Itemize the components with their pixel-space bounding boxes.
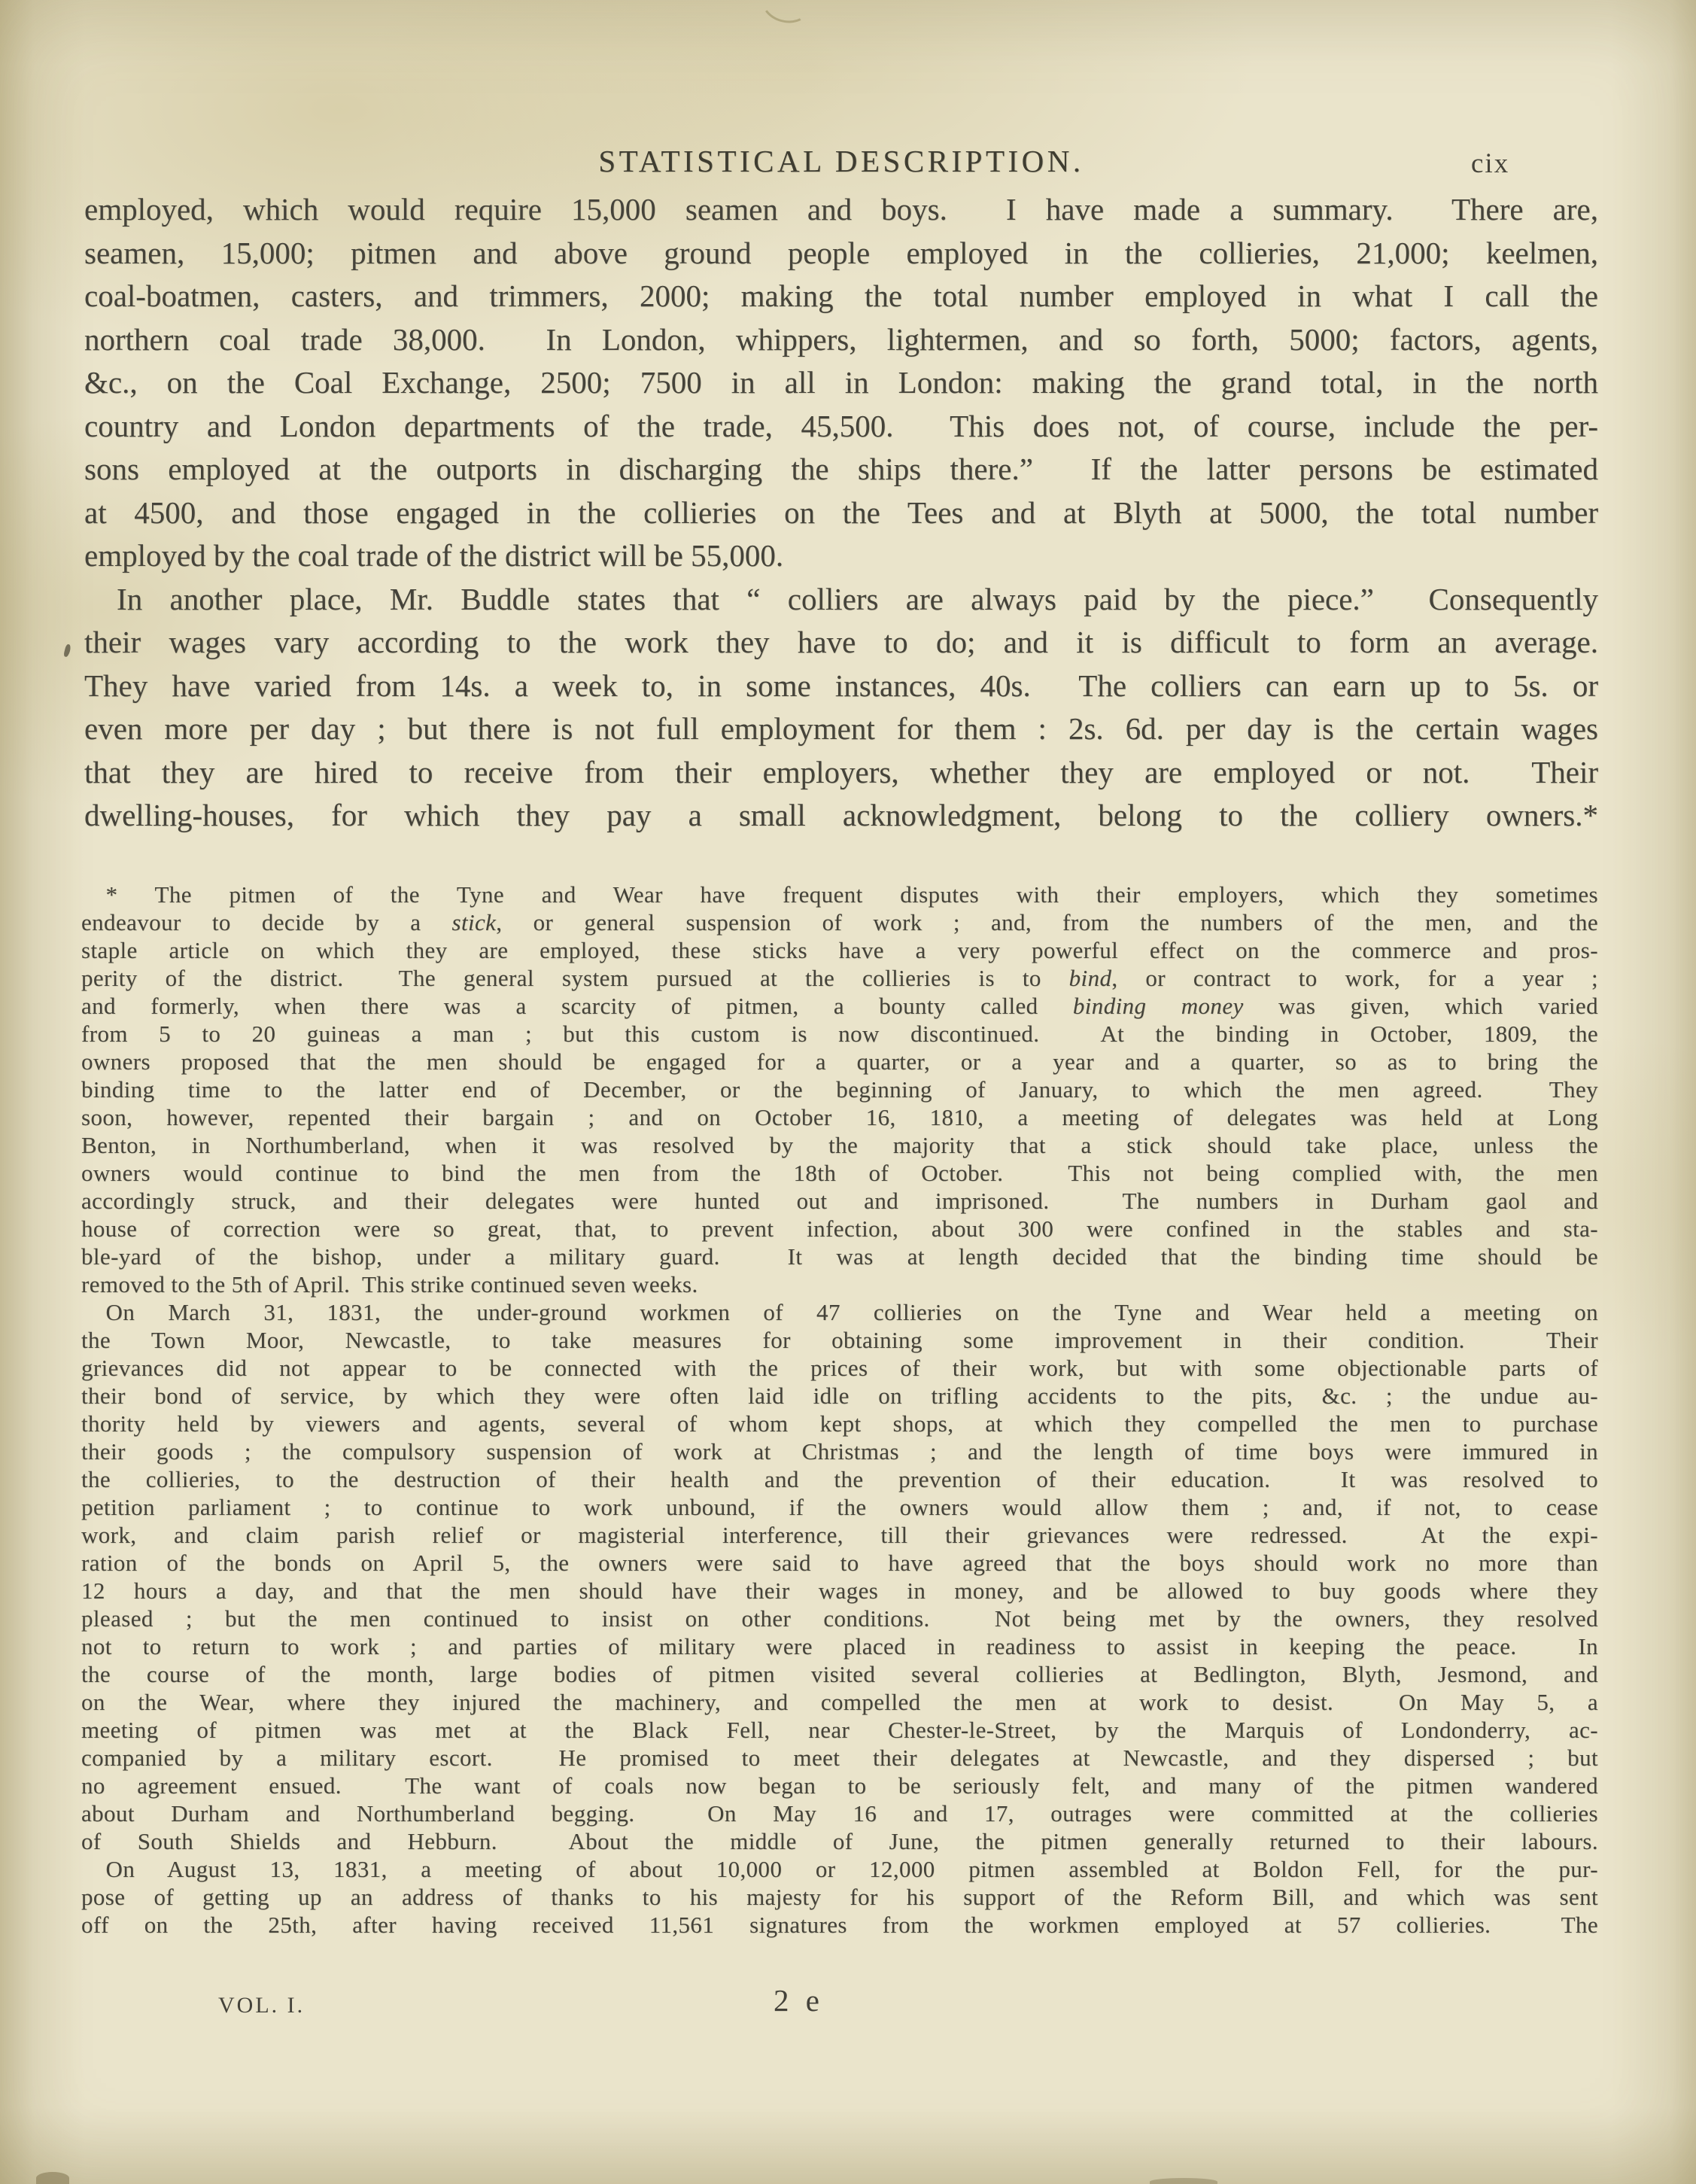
- text-line: their bond of service, by which they were often laid idle on trifling accidents to the pits, &c. ; the undue au-: [81, 1382, 1598, 1409]
- text-line: their goods ; the compulsory suspension of work at Christmas ; and the length of time boys were immured in: [81, 1438, 1598, 1465]
- text-line: employed, which would require 15,000 seamen and boys. I have made a summary. There are,: [84, 192, 1598, 227]
- text-line: ble-yard of the bishop, under a military guard. It was at length decided that the binding time should be: [81, 1243, 1598, 1270]
- text-line: owners proposed that the men should be engaged for a quarter, or a year and a quarter, so as to bring the: [81, 1048, 1598, 1075]
- text-line: that they are hired to receive from their employers, whether they are employed or not. Their: [84, 754, 1598, 789]
- text-line: They have varied from 14s. a week to, in some instances, 40s. The colliers can earn up to 5s. or: [84, 668, 1598, 703]
- text-line: about Durham and Northumberland begging. On May 16 and 17, outrages were committed at the collieries: [81, 1800, 1598, 1827]
- text-line: no agreement ensued. The want of coals now began to be seriously felt, and many of the pitmen wandered: [81, 1772, 1598, 1799]
- text-line: On March 31, 1831, the under-ground workmen of 47 collieries on the Tyne and Wear held a meeting on: [105, 1299, 1598, 1325]
- text-line: * The pitmen of the Tyne and Wear have frequent disputes with their employers, which they sometimes: [105, 881, 1598, 908]
- volume-label: VOL. I.: [218, 1993, 305, 2018]
- text-line: ration of the bonds on April 5, the owners were said to have agreed that the boys should work no more than: [81, 1550, 1598, 1576]
- text-line: On August 13, 1831, a meeting of about 10,000 or 12,000 pitmen assembled at Boldon Fell, for the pur-: [105, 1856, 1598, 1882]
- text-line: even more per day ; but there is not full employment for them : 2s. 6d. per day is the certain wages: [84, 711, 1598, 746]
- text-line: thority held by viewers and agents, several of whom kept shops, at which they compelled the men to purchase: [81, 1410, 1598, 1437]
- text-line: their wages vary according to the work they have to do; and it is difficult to form an average.: [84, 625, 1598, 659]
- scan-artifact-edge-icon: [1150, 2178, 1217, 2184]
- text-line: soon, however, repented their bargain ; and on October 16, 1810, a meeting of delegates was held at Long: [81, 1104, 1598, 1130]
- scan-artifact-curve-icon: [758, 0, 816, 28]
- page-footer: [0, 1979, 1696, 2032]
- footnote-block: [81, 881, 1598, 1939]
- text-line: Benton, in Northumberland, when it was resolved by the majority that a stick should take place, unless the: [81, 1132, 1598, 1158]
- text-line: In another place, Mr. Buddle states that “ colliers are always paid by the piece.” Consequently: [117, 581, 1598, 616]
- text-line: sons employed at the outports in discharging the ships there.” If the latter persons be estimated: [84, 452, 1598, 486]
- text-line: perity of the district. The general system pursued at the collieries is to bind, or contract to work, for a year ;: [81, 965, 1598, 991]
- scan-artifact-mark-icon: [63, 643, 71, 657]
- text-line: owners would continue to bind the men from the 18th of October. This not being complied with, the men: [81, 1160, 1598, 1186]
- text-line: and formerly, when there was a scarcity of pitmen, a bounty called binding money was given, which varied: [81, 993, 1598, 1019]
- text-line: endeavour to decide by a stick, or general suspension of work ; and, from the numbers of the men, and the: [81, 909, 1598, 935]
- text-line: northern coal trade 38,000. In London, whippers, lightermen, and so forth, 5000; factors, agents,: [84, 321, 1598, 357]
- text-line: employed by the coal trade of the district will be 55,000.: [84, 538, 784, 573]
- signature-mark: 2 e: [774, 1983, 824, 2018]
- text-line: staple article on which they are employed, these sticks have a very powerful effect on the commerce and pros-: [81, 937, 1598, 963]
- main-text-block: [84, 188, 1598, 838]
- text-line: accordingly struck, and their delegates were hunted out and imprisoned. The numbers in Durham gaol and: [81, 1188, 1598, 1214]
- running-head: [84, 143, 1598, 188]
- text-line: seamen, 15,000; pitmen and above ground people employed in the collieries, 21,000; keelmen,: [84, 235, 1598, 270]
- text-line: petition parliament ; to continue to work unbound, if the owners would allow them ; and, if not, to cease: [81, 1494, 1598, 1520]
- text-line: off on the 25th, after having received 11,561 signatures from the workmen employed at 57 collieries. The: [81, 1912, 1598, 1938]
- text-line: house of correction were so great, that, to prevent infection, about 300 were confined in the stables and sta-: [81, 1215, 1598, 1242]
- scan-artifact-edge-icon: [36, 2172, 69, 2184]
- text-line: meeting of pitmen was met at the Black Fell, near Chester-le-Street, by the Marquis of Londonderry, ac-: [81, 1717, 1598, 1743]
- text-line: work, and claim parish relief or magisterial interference, till their grievances were redressed. At the expi-: [81, 1522, 1598, 1548]
- text-line: removed to the 5th of April. This strike continued seven weeks.: [81, 1271, 698, 1297]
- text-line: at 4500, and those engaged in the collieries on the Tees and at Blyth at 5000, the total number: [84, 494, 1598, 530]
- text-line: the collieries, to the destruction of their health and the prevention of their education. It was resolved to: [81, 1466, 1598, 1492]
- text-line: 12 hours a day, and that the men should have their wages in money, and be allowed to buy goods where they: [81, 1577, 1598, 1604]
- text-line: grievances did not appear to be connected with the prices of their work, but with some objectionable parts of: [81, 1355, 1598, 1381]
- text-line: on the Wear, where they injured the machinery, and compelled the men at work to desist. On May 5, a: [81, 1689, 1598, 1715]
- text-line: pose of getting up an address of thanks to his majesty for his support of the Reform Bill, and which was sent: [81, 1884, 1598, 1910]
- text-line: from 5 to 20 guineas a man ; but this custom is now discontinued. At the binding in October, 1809, the: [81, 1021, 1598, 1047]
- text-line: coal-boatmen, casters, and trimmers, 2000; making the total number employed in what I call the: [84, 278, 1598, 313]
- text-line: country and London departments of the trade, 45,500. This does not, of course, include the per-: [84, 408, 1598, 443]
- page-number: cix: [1471, 148, 1510, 179]
- text-line: dwelling-houses, for which they pay a small acknowledgment, belong to the colliery owners.*: [84, 798, 1598, 832]
- text-line: not to return to work ; and parties of military were placed in readiness to assist in keeping the peace. In: [81, 1633, 1598, 1659]
- text-line: of South Shields and Hebburn. About the middle of June, the pitmen generally returned to their labours.: [81, 1828, 1598, 1854]
- text-line: the course of the month, large bodies of pitmen visited several collieries at Bedlington, Blyth, Jesmond, and: [81, 1661, 1598, 1687]
- text-line: &c., on the Coal Exchange, 2500; 7500 in all in London: making the grand total, in the north: [84, 365, 1598, 400]
- text-line: companied by a military escort. He promised to meet their delegates at Newcastle, and they dispersed ; but: [81, 1744, 1598, 1771]
- page-title: STATISTICAL DESCRIPTION.: [598, 144, 1084, 178]
- text-line: binding time to the latter end of December, or the beginning of January, to which the men agreed. They: [81, 1076, 1598, 1103]
- text-line: pleased ; but the men continued to insist on other conditions. Not being met by the owners, they resolved: [81, 1605, 1598, 1632]
- text-line: the Town Moor, Newcastle, to take measures for obtaining some improvement in their condition. Their: [81, 1327, 1598, 1353]
